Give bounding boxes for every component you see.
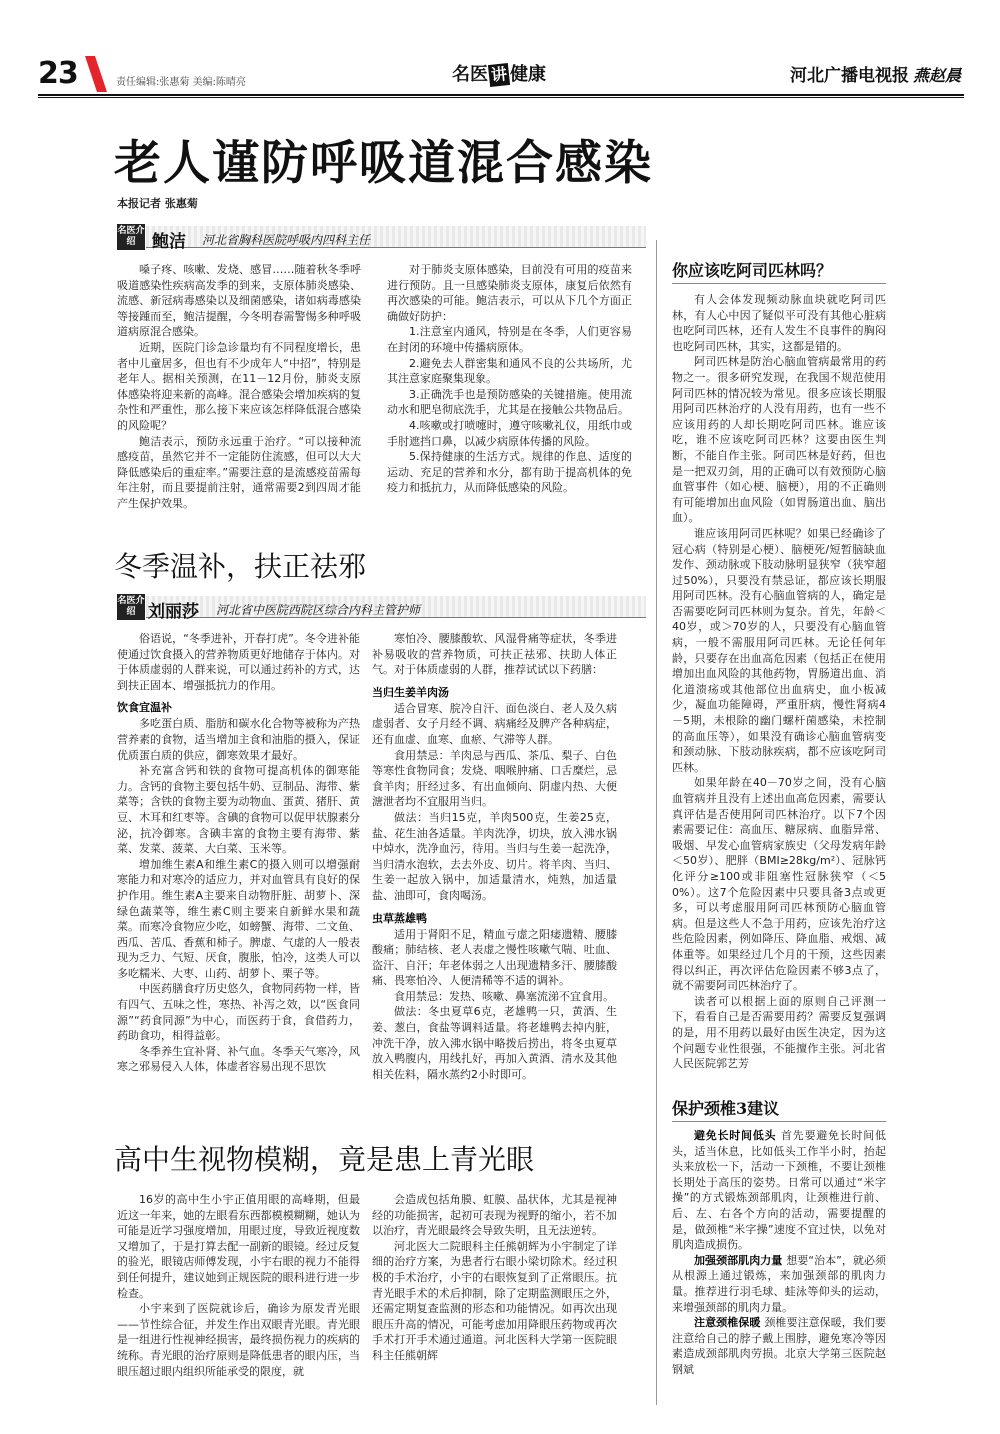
article1-col2 [387, 262, 632, 520]
article2-doctor-title: 河北省中医院西院区综合内科主管护师 [216, 603, 421, 617]
tip-paragraph [672, 1128, 886, 1253]
tip-paragraph [672, 1315, 886, 1377]
paragraph: 5.保持健康的生活方式。规律的作息、适度的运动、充足的营养和水分，都有助于提高机体的免疫力和抵抗力，从而降低感染的风险。 [387, 450, 632, 495]
tip-heading: 注意颈椎保暖 [694, 1316, 765, 1330]
paragraph: 谁应该用阿司匹林呢？如果已经确诊了冠心病（特别是心梗）、脑梗死/短暂脑缺血发作、颈动脉或下肢动脉明显狭窄（狭窄超过50%），只要没有禁忌证，都应该长期服用阿司匹林。没有心脑血管病的人，确定是否需要吃阿司匹林则为复杂。首先，年龄＜40岁，或＞70岁的人，只要没有心脑血管病，一般不需服用阿司匹林。无论任何年龄，只要存在出血高危因素（包括正在使用增加出血风险的其他药物，胃肠道出血、消化道溃疡或其他部位出血病史，血小板减少，凝血功能障碍，严重肝病，慢性肾病4－5期，未根除的幽门螺杆菌感染，未控制的高血压等），如果没有确诊心脑血管病变和颈动脉、下肢动脉疾病，都不应该吃阿司匹林。 [672, 526, 886, 774]
article1-title: 老人谨防呼吸道混合感染 [114, 136, 653, 191]
paragraph: 补充富含钙和铁的食物可提高机体的御寒能力。含钙的食物主要包括牛奶、豆制品、海带、紫菜等；含铁的食物主要为动物血、蛋黄、猪肝、黄豆、木耳和红枣等。含碘的食物可以促甲状腺素分泌，抗冷御寒。含碘丰富的食物主要有海带、紫菜、发菜、菠菜、大白菜、玉米等。 [117, 764, 360, 856]
section-badge: 讲 [488, 63, 510, 87]
paragraph: 16岁的高中生小宇正值用眼的高峰期，但最近这一年来，她的左眼看东西都模模糊糊，她认为可能是近学习强度增加，用眼过度，导致近视度数又增加了，于是打算去配一副新的眼镜。经过反复的验光，眼镜店师傅发现，小宇右眼的视力不能得到任何提升，建议她到正规医院的眼科进行进一步检查。 [117, 1193, 360, 1300]
tip-text: 颈椎要注意保暖，我们要注意给自己的脖子戴上围脖，避免寒冷等因素造成颈部肌肉劳损。北京大学第三医院赵钢斌 [672, 1316, 886, 1376]
paragraph: 小宇来到了医院就诊后，确诊为原发青光眼——节性综合征，并发生作出双眼青光眼。青光眼是一组进行性视神经损害，最终损伤视力的疾病的统称。青光眼的治疗原则是降低患者的眼内压，当眼压超过眼内组织所能承受的限度，就 [117, 1302, 360, 1378]
article1-intro-tag: 名医介绍 [117, 224, 145, 250]
sidebar1-body [672, 292, 886, 1078]
paragraph: 嗓子疼、咳嗽、发烧、感冒……随着秋冬季呼吸道感染性疾病高发季的到来，支原体肺炎感染、流感、新冠病毒感染以及细菌感染，诸如病毒感染等接踵而至，鲍洁提醒，今冬明春需警惕多种呼吸道病原混合感染。 [117, 263, 361, 339]
header-rule-thin [38, 97, 964, 98]
tip-paragraph [672, 1253, 886, 1315]
article2-col2 [372, 631, 617, 1111]
sidebar1-title: 你应该吃阿司匹林吗？ [672, 261, 833, 280]
paragraph: 多吃蛋白质、脂肪和碳水化合物等被称为产热营养素的食物，适当增加主食和油脂的摄入，保证优质蛋白质的供应，御寒效果才最好。 [117, 717, 360, 762]
slash-ornament [83, 56, 109, 92]
paper-brand-logo: 燕赵晨 [913, 66, 962, 85]
paragraph: 增加维生素A和维生素C的摄入则可以增强耐寒能力和对寒冷的适应力，并对血管具有良好的保护作用。维生素A主要来自动物肝脏、胡萝卜、深绿色蔬菜等，维生素C则主要来自新鲜水果和蔬菜。而寒冷食物应少吃，如螃蟹、海带、二文鱼、西瓜、苦瓜、香蕉和柿子。脾虚、气虚的人一般表现为乏力、气短、厌食，腹胀，怕冷，这类人可以多吃糯米、大枣、山药、胡萝卜、栗子等。 [117, 857, 360, 980]
tip-text: 想要“治本”，就必须从根源上通过锻炼，来加强颈部的肌肉力量。推荐进行羽毛球、蛙泳等仰头的运动，来增强颈部的肌肉力量。 [672, 1253, 886, 1314]
tip-heading: 避免长时间低头 [694, 1129, 781, 1142]
article2-intro-tag: 名医介绍 [117, 594, 145, 620]
paragraph: 做法：当归15克，羊肉500克，生姜25克，盐、花生油各适量。羊肉洗净，切块，放入沸水锅中焯水，洗净血污，待用。当归与生姜一起洗净，当归清水泡软，去去外皮、切片。将羊肉、当归、生姜一起放入锅中，加适量清水，炖熟，加适量盐、油即可，食肉喝汤。 [372, 810, 617, 902]
article2-title: 冬季温补，扶正祛邪 [114, 550, 367, 583]
tip-heading: 加强颈部肌肉力量 [694, 1253, 787, 1267]
paragraph: 近期，医院门诊急诊量均有不同程度增长，患者中儿童居多，但也有不少成年人“中招”，特别是老年人。据相关预测，在11－12月份，肺炎支原体感染将迎来新的高峰。混合感染会增加疾病的复杂性和严重性，那么接下来应该怎样降低混合感染的风险呢？ [117, 340, 361, 432]
paragraph: 如果年龄在40－70岁之间，没有心脑血管病并且没有上述出血高危因素，需要认真评估是否使用阿司匹林治疗。以下7个因素需要记住：高血压、糖尿病、血脂异常、吸烟、早发心血管病家族史（父母发病年龄＜50岁）、肥胖（BMI≥28kg/m²）、冠脉钙化评分≥100或非阻塞性冠脉狭窄（＜50%）。这7个危险因素中只要具备3点或更多，可以考虑服用阿司匹林预防心脑血管病。但是这些人不急于用药，应该先治疗这些危险因素，例如降压、降血脂、戒烟、减体重等。如果经过几个月的干预，这些因素得以纠正，再次评估危险因素不够3点了，就不需要阿司匹林治疗了。 [672, 776, 886, 993]
paragraph: 阿司匹林是防治心脑血管病最常用的药物之一。很多研究发现，在我国不规范使用阿司匹林的情况较为常见。很多应该长期服用阿司匹林治疗的人没有用药，也有一些不应该用药的人却长期吃阿司匹林。谁应该吃，谁不应该吃阿司匹林？这要由医生判断，不能自作主张。阿司匹林是好药，但也是一把双刃剑，用的正确可以有效预防心脑血管事件（如心梗、脑梗），用的不正确则有可能增加出血风险（如胃肠道出血、脑出血）。 [672, 355, 886, 525]
article3-title: 高中生视物模糊，竟是患上青光眼 [114, 1143, 535, 1176]
tip-text: 首先要避免长时间低头，适当休息，比如低头工作半小时，抬起头来放松一下，活动一下颈椎，不要让颈椎长期处于高压的姿势。日常可以通过“米字操”的方式锻炼颈部肌肉，让颈椎进行前、后、左、右各个方向的活动，需要提醒的是，做颈椎“米字操”速度不宜过快，以免对肌肉造成损伤。 [672, 1129, 886, 1252]
header-rule [38, 94, 964, 96]
article3-col2 [372, 1192, 617, 1400]
paragraph: 适合冒寒、脘冷自汗、面色淡白、老人及久病虚弱者、女子月经不调、病痛经及脾产各种病症，还有血虚、血寒、血瘀、气滞等人群。 [372, 701, 617, 746]
subheading: 当归生姜羊肉汤 [372, 685, 449, 699]
article1-doctor-title: 河北省胸科医院呼吸内四科主任 [202, 233, 371, 247]
paragraph: 河北医大二院眼科主任熊朝辉为小宇制定了详细的治疗方案，为患者行右眼小梁切除术。经过积极的手术治疗，小宇的右眼恢复到了正常眼压。抗青光眼手术的术后抑制，除了定期监测眼压之外，还需定期复查监测的形态和功能情况。如再次出现眼压升高的情况，可能考虑加用降眼压药物或再次手术打开手术通过通道。河北医科大学第一医院眼科主任熊朝辉 [372, 1239, 617, 1362]
section-pre: 名医 [452, 64, 488, 85]
paragraph: 3.正确洗手也是预防感染的关键措施。使用流动水和肥皂彻底洗手，尤其是在接触公共物品后。 [387, 387, 632, 417]
paragraph: 俗语说，“冬季进补，开春打虎”。冬令进补能使通过饮食摄入的营养物质更好地储存于体内。对于体质虚弱的人群来说，可以通过药补的方式，达到扶正固本、增强抵抗力的作用。 [117, 632, 360, 692]
article2-col1 [117, 631, 360, 1111]
paragraph: 适用于肾阳不足，精血亏虚之阳痿遗精、腰膝酸痛；肺结核、老人表虚之慢性咳嗽气喘、吐血、盗汗、自汗；年老体弱之人出现遗精多汗、腰膝酸痛、畏寒怕冷、人便清稀等不适的调补。 [372, 927, 617, 988]
paragraph: 食用禁忌：羊肉忌与西瓜、茶瓜、梨子、白色等寒性食物同食；发烧、咽喉肿痛、口舌糜烂，忌食羊肉；肝经过多、有出血倾向、阴虚内热、大便溏泄者均不宜服用当归。 [372, 748, 617, 809]
paragraph: 1.注意室内通风，特别是在冬季，人们更容易在封闭的环境中传播病原体。 [387, 325, 632, 354]
paragraph: 做法：冬虫夏草6克，老雄鸭一只，黄酒、生姜、葱白，食盐等调料适量。将老雄鸭去掉内脏，冲洗干净，放入沸水锅中略拨后捞出，将冬虫夏草放入鸭腹内，用线扎好，再加入黄酒、清水及其他相关佐料，隔水蒸约2小时即可。 [372, 1005, 617, 1081]
article1-doctor-name: 鲍洁 [152, 232, 186, 252]
paragraph: 4.咳嗽或打喷嚏时，遵守咳嗽礼仪，用纸巾或手肘遮挡口鼻，以减少病原体传播的风险。 [387, 418, 632, 448]
editors-credit: 责任编辑:张惠菊 美编:陈晴亮 [116, 77, 246, 88]
section-masthead [452, 60, 546, 86]
paragraph: 读者可以根据上面的原则自己评测一下，看看自己是否需要用药？需要反复强调的是，用不用药以最好由医生决定，因为这个问题专业性很强，不能擅作主张。河北省人民医院郭艺芳 [672, 994, 886, 1071]
paragraph: 对于肺炎支原体感染，目前没有可用的疫苗来进行预防。且一旦感染肺炎支原体，康复后依然有再次感染的可能。鲍洁表示，可以从下几个方面正确做好防护： [387, 263, 632, 323]
paragraph: 寒怕冷、腰膝酸软、风湿骨痛等症状，冬季进补易吸收的营养物质，可扶正祛邪、扶助人体正气。对于体质虚弱的人群，推荐试试以下药膳： [372, 632, 617, 677]
subheading: 饮食宜温补 [117, 701, 172, 715]
paragraph: 冬季养生宜补肾、补气血。冬季天气寒冷，风寒之邪易侵入人体，体虚者容易出现不思饮 [117, 1044, 360, 1074]
paragraph: 会造成包括角膜、虹膜、晶状体，尤其是视神经的功能损害，起初可表现为视野的缩小，若不加以治疗，青光眼最终会导致失明，且无法逆转。 [372, 1193, 617, 1238]
paragraph: 2.避免去人群密集和通风不良的公共场所，尤其注意家庭聚集现象。 [387, 356, 632, 386]
subheading: 虫草蒸雄鸭 [372, 911, 427, 925]
article2-doctor-name: 刘丽莎 [148, 602, 199, 622]
paragraph: 中医药膳食疗历史悠久，食物同药物一样，皆有四气、五味之性，寒热、补泻之效，以“医食同源”“药食同源”为中心，而医药于食，食借药力，药助食功，相得益彰。 [117, 982, 360, 1043]
page-number: 23 [38, 56, 78, 91]
paper-name-text: 河北广播电视报 [790, 66, 909, 86]
sidebar2-title: 保护颈椎3建议 [672, 1099, 780, 1118]
section-post: 健康 [510, 64, 547, 85]
sidebar2-body [672, 1128, 886, 1400]
paragraph: 鲍洁表示，预防永远重于治疗。“可以接种流感疫苗，虽然它并不一定能防住流感，但可以大大降低感染后的重症率。”需要注意的是流感疫苗需每年注射，而且要提前注射，通常需要2到四周才能产生保护效果。 [117, 434, 361, 510]
sidebar-divider [656, 240, 657, 1405]
article1-col1 [117, 262, 361, 520]
sidebar2-rule [672, 1121, 886, 1122]
paper-name [790, 61, 961, 86]
article3-col1 [117, 1192, 360, 1400]
article1-byline: 本报记者 张惠菊 [117, 197, 198, 210]
sidebar1-rule [672, 283, 886, 284]
paragraph: 有人会体发现频动脉血块就吃阿司匹林，有人心中因了疑似平可没有其他心脏病也吃阿司匹林，还有人发生不良事件的胸闷也吃阿司匹林，其实，这都是错的。 [672, 293, 886, 353]
paragraph: 食用禁忌：发热、咳嗽、鼻塞流涕不宜食用。 [394, 989, 614, 1003]
